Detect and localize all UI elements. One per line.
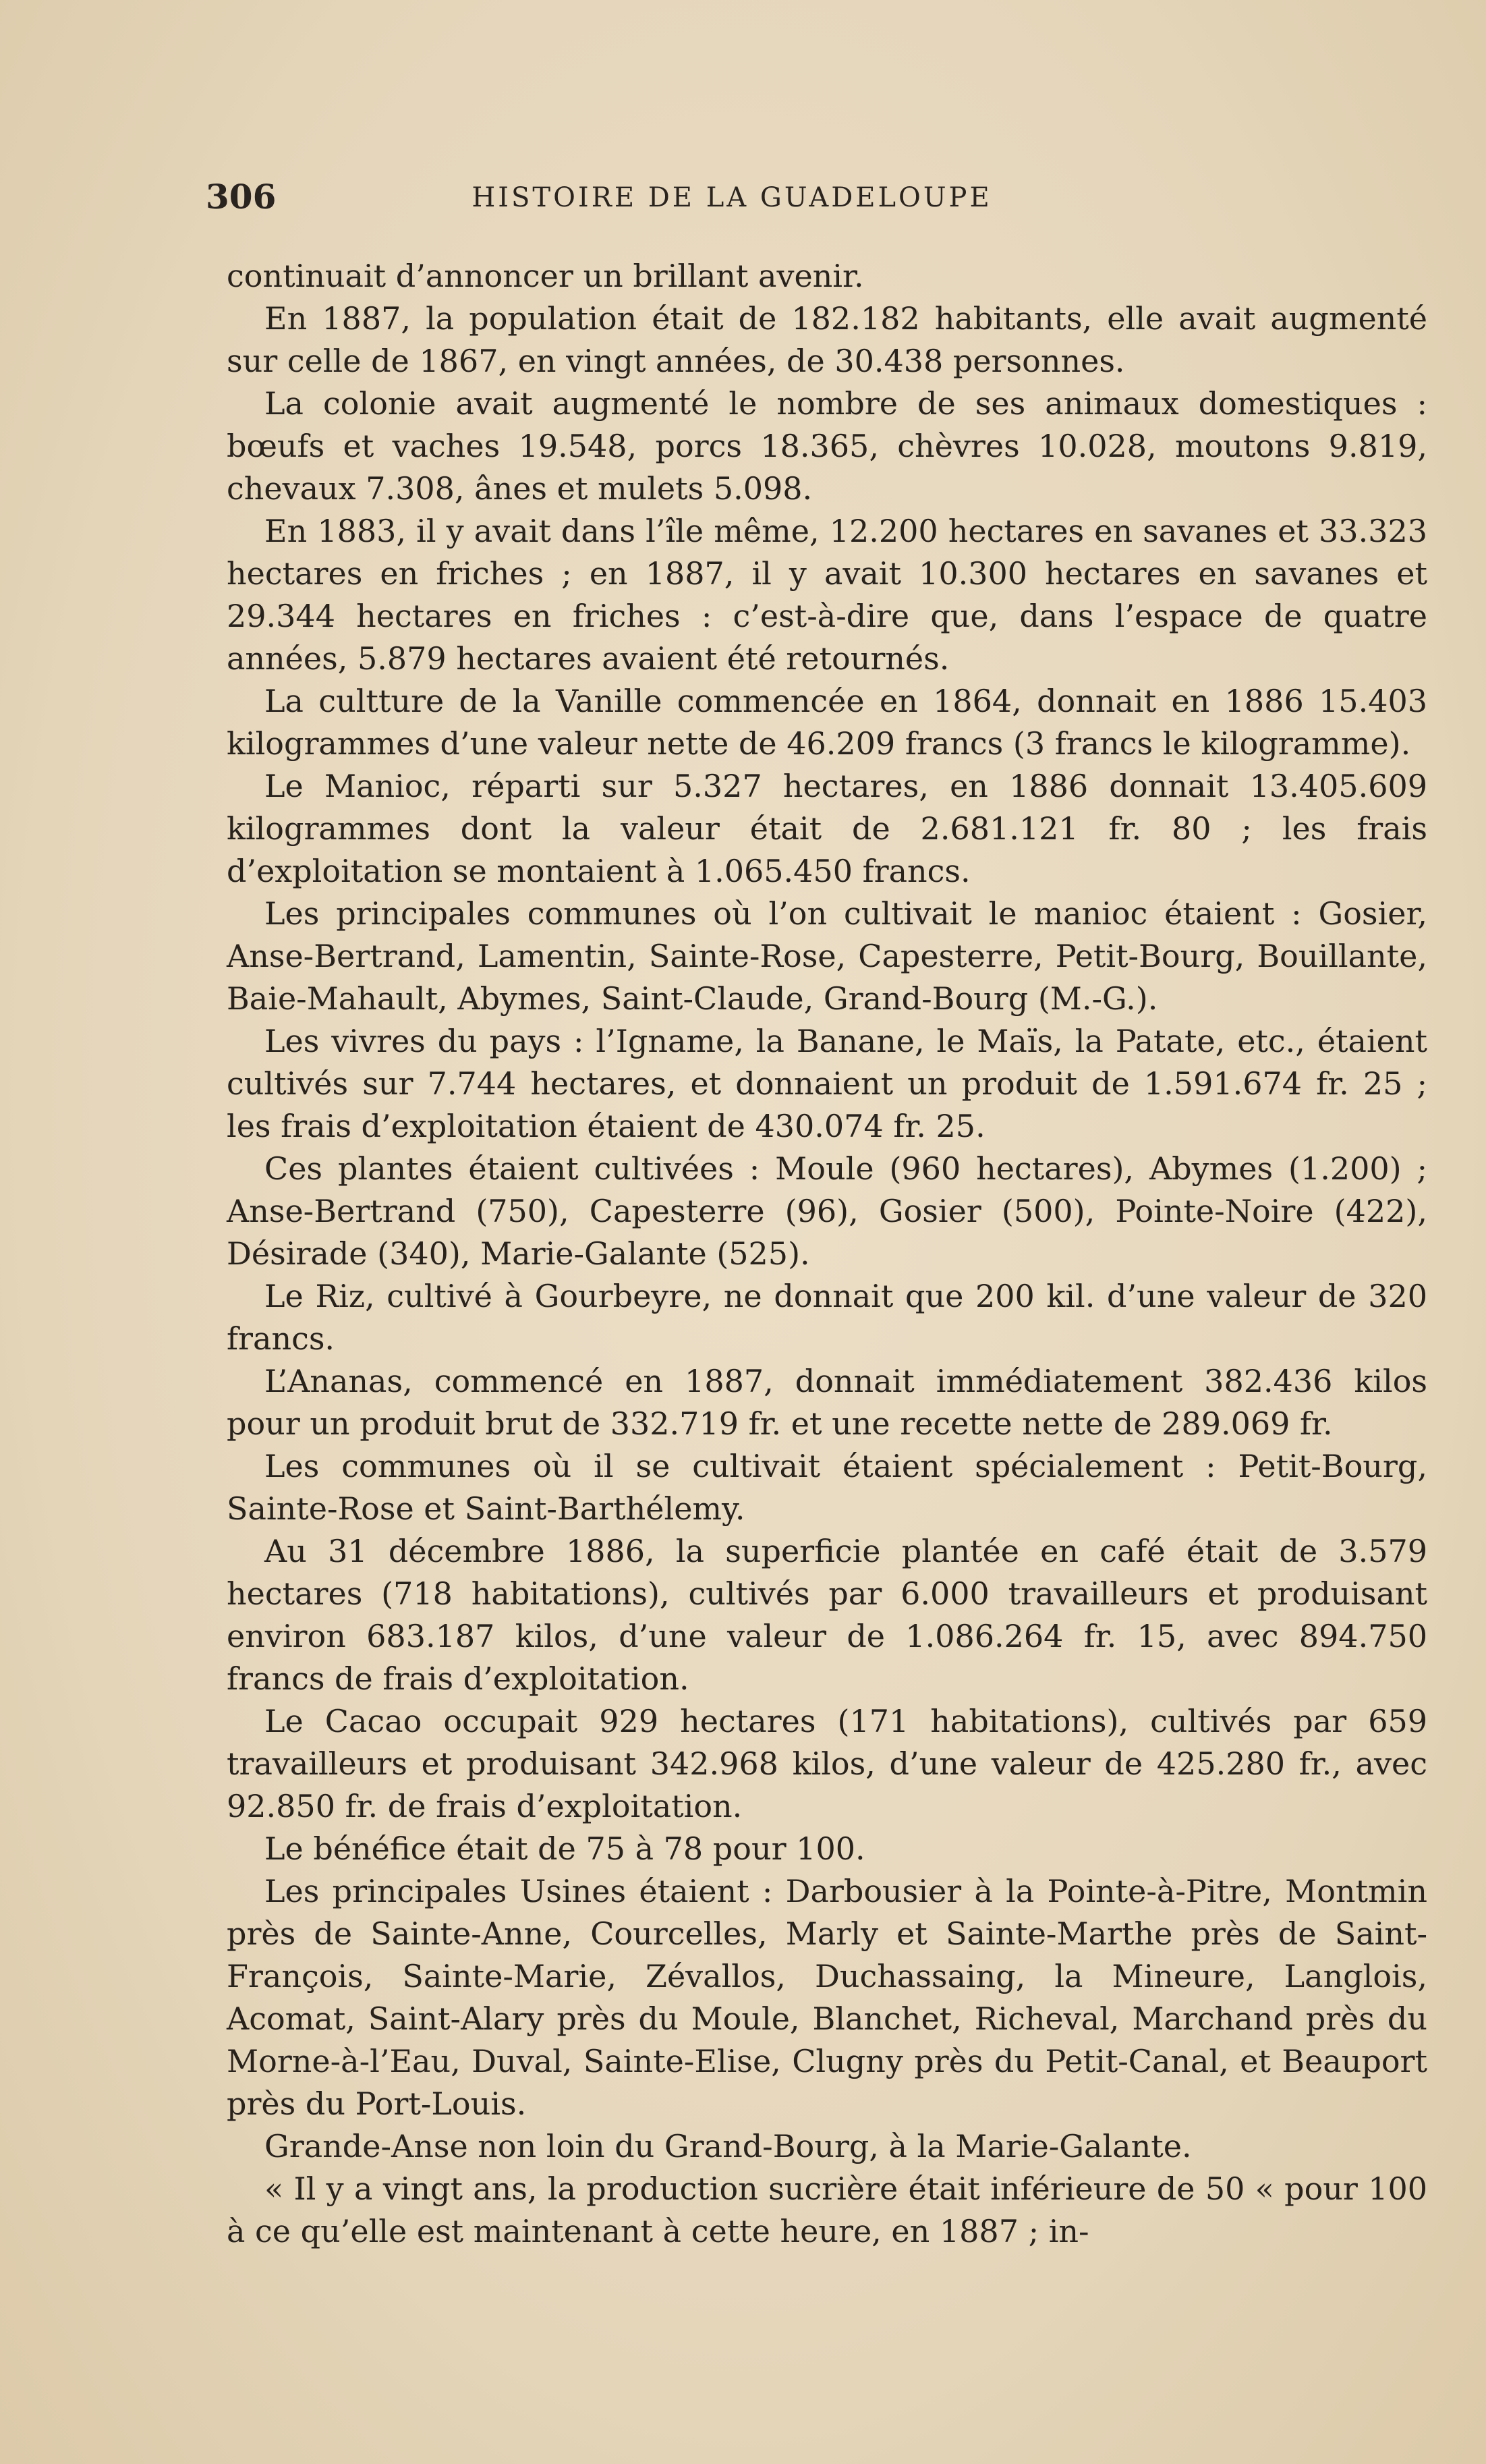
paragraph: Les principales Usines étaient : Darbousier à la Pointe-à-Pitre, Montmin près de Sainte-Anne, Courcelles, Marly et Sainte-Marthe près de Saint-François, Sainte-Marie, Zévallos, Duchassaing, la Mineure, Langlois, Acomat, Saint-Alary près du Moule, Blanchet, Richeval, Marchand près du Morne-à-l’Eau, Duval, Sainte-Elise, Clugny près du Petit-Canal, et Beauport près du Port-Louis. xyxy=(227,1873,1427,2122)
page-header xyxy=(206,177,1258,224)
paragraph: Les vivres du pays : l’Igname, la Banane, le Maïs, la Patate, etc., étaient cultivés sur 7.744 hectares, et donnaient un produit de 1.591.674 fr. 25 ; les frais d’exploitation étaient de 430.074 fr. 25. xyxy=(227,1023,1427,1144)
paragraph: Ces plantes étaient cultivées : Moule (960 hectares), Abymes (1.200) ; Anse-Bertrand (750), Capesterre (96), Gosier (500), Pointe-Noire (422), Désirade (340), Marie-Galante (525). xyxy=(227,1150,1427,1272)
paragraph: Le Cacao occupait 929 hectares (171 habitations), cultivés par 659 travailleurs et produisant 342.968 kilos, d’une valeur de 425.280 fr., avec 92.850 fr. de frais d’exploitation. xyxy=(227,1703,1427,1824)
paragraph: « Il y a vingt ans, la production sucrière était inférieure de 50 « pour 100 à ce qu’elle est maintenant à cette heure, en 1887 ; in- xyxy=(227,2171,1427,2249)
paragraph: Grande-Anse non loin du Grand-Bourg, à la Marie-Galante. xyxy=(264,2128,1192,2164)
body-text xyxy=(227,255,1427,2253)
paragraph: La cultture de la Vanille commencée en 1864, donnait en 1886 15.403 kilogrammes d’une valeur nette de 46.209 francs (3 francs le kilogramme). xyxy=(227,683,1427,762)
paragraph: L’Ananas, commencé en 1887, donnait immédiatement 382.436 kilos pour un produit brut de 332.719 fr. et une recette nette de 289.069 fr. xyxy=(227,1363,1427,1442)
paragraph: En 1883, il y avait dans l’île même, 12.200 hectares en savanes et 33.323 hectares en friches ; en 1887, il y avait 10.300 hectares en savanes et 29.344 hectares en friches : c’est-à-dire que, dans l’espace de quatre années, 5.879 hectares avaient été retournés. xyxy=(227,513,1427,677)
paragraph: Le Manioc, réparti sur 5.327 hectares, en 1886 donnait 13.405.609 kilogrammes dont la valeur était de 2.681.121 fr. 80 ; les frais d’exploitation se montaient à 1.065.450 francs. xyxy=(227,768,1427,889)
paragraph: Le bénéfice était de 75 à 78 pour 100. xyxy=(264,1830,865,1867)
paragraph: Le Riz, cultivé à Gourbeyre, ne donnait que 200 kil. d’une valeur de 320 francs. xyxy=(227,1278,1427,1357)
paragraph: Les principales communes où l’on cultivait le manioc étaient : Gosier, Anse-Bertrand, Lamentin, Sainte-Rose, Capesterre, Petit-Bourg, Bouillante, Baie-Mahault, Abymes, Saint-Claude, Grand-Bourg (M.-G.). xyxy=(227,895,1427,1017)
page-number: 306 xyxy=(206,177,277,217)
paragraph: La colonie avait augmenté le nombre de ses animaux domestiques : bœufs et vaches 19.548, porcs 18.365, chèvres 10.028, moutons 9.819, chevaux 7.308, ânes et mulets 5.098. xyxy=(227,385,1427,507)
paragraph: Au 31 décembre 1886, la superficie plantée en café était de 3.579 hectares (718 habitations), cultivés par 6.000 travailleurs et produisant environ 683.187 kilos, d’une valeur de 1.086.264 fr. 15, avec 894.750 francs de frais d’exploitation. xyxy=(227,1533,1427,1697)
paragraph: continuait d’annoncer un brillant avenir. xyxy=(227,258,864,294)
running-title: HISTOIRE DE LA GUADELOUPE xyxy=(471,182,992,213)
paragraph: Les communes où il se cultivait étaient spécialement : Petit-Bourg, Sainte-Rose et Saint-Barthélemy. xyxy=(227,1448,1427,1527)
paragraph: En 1887, la population était de 182.182 habitants, elle avait augmenté sur celle de 1867, en vingt années, de 30.438 personnes. xyxy=(227,300,1427,379)
